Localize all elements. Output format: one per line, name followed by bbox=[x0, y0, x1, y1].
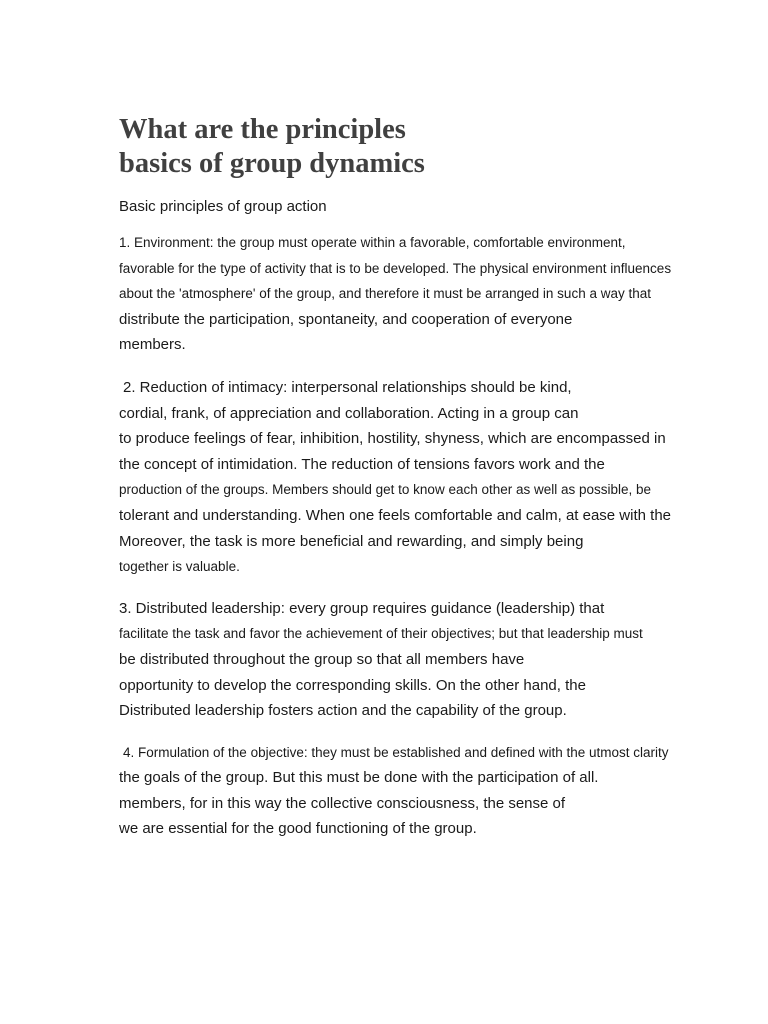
paragraph-line: the goals of the group. But this must be done with the participation of all. bbox=[119, 769, 599, 787]
paragraph-line: about the 'atmosphere' of the group, and therefore it must be arranged in such a way that bbox=[119, 286, 651, 302]
title-line: basics of group dynamics bbox=[119, 148, 425, 179]
paragraph-line: 4. Formulation of the objective: they must be established and defined with the utmost clarity bbox=[123, 744, 669, 760]
paragraph-leadership bbox=[119, 596, 759, 724]
paragraph-line: 3. Distributed leadership: every group requires guidance (leadership) that bbox=[119, 599, 605, 617]
paragraph-line: tolerant and understanding. When one feels comfortable and calm, at ease with the bbox=[119, 506, 672, 524]
paragraph-line: members, for in this way the collective consciousness, the sense of bbox=[119, 794, 566, 812]
paragraph-line: cordial, frank, of appreciation and collaboration. Acting in a group can bbox=[119, 404, 579, 422]
title-line: What are the principles bbox=[119, 114, 406, 145]
paragraph-line: be distributed throughout the group so that all members have bbox=[119, 650, 525, 668]
paragraph-line: members. bbox=[119, 336, 186, 354]
page-title bbox=[119, 113, 759, 181]
paragraph-line: 2. Reduction of intimacy: interpersonal relationships should be kind, bbox=[123, 378, 572, 396]
paragraph-line: production of the groups. Members should get to know each other as well as possible, be bbox=[119, 482, 652, 498]
paragraph-line: favorable for the type of activity that is to be developed. The physical environment influences bbox=[119, 260, 672, 276]
paragraph-line: the concept of intimidation. The reduction of tensions favors work and the bbox=[119, 455, 605, 473]
paragraph-line: Moreover, the task is more beneficial and rewarding, and simply being bbox=[119, 532, 584, 550]
paragraph-environment bbox=[119, 230, 759, 358]
paragraph-line: facilitate the task and favor the achievement of their objectives; but that leadership must bbox=[119, 626, 643, 642]
paragraph-line: to produce feelings of fear, inhibition, hostility, shyness, which are encompassed in bbox=[119, 430, 666, 448]
document-page bbox=[119, 113, 759, 842]
paragraph-line: Distributed leadership fosters action and the capability of the group. bbox=[119, 702, 567, 720]
paragraph-intimacy bbox=[119, 375, 759, 580]
paragraph-line: together is valuable. bbox=[119, 559, 240, 575]
paragraph-line: we are essential for the good functioning of the group. bbox=[119, 820, 477, 838]
paragraph-line: opportunity to develop the corresponding skills. On the other hand, the bbox=[119, 676, 586, 694]
section-subtitle: Basic principles of group action bbox=[119, 198, 327, 215]
paragraph-line: 1. Environment: the group must operate within a favorable, comfortable environment, bbox=[119, 235, 626, 250]
paragraph-objective bbox=[119, 740, 759, 842]
paragraph-line: distribute the participation, spontaneity, and cooperation of everyone bbox=[119, 310, 573, 328]
